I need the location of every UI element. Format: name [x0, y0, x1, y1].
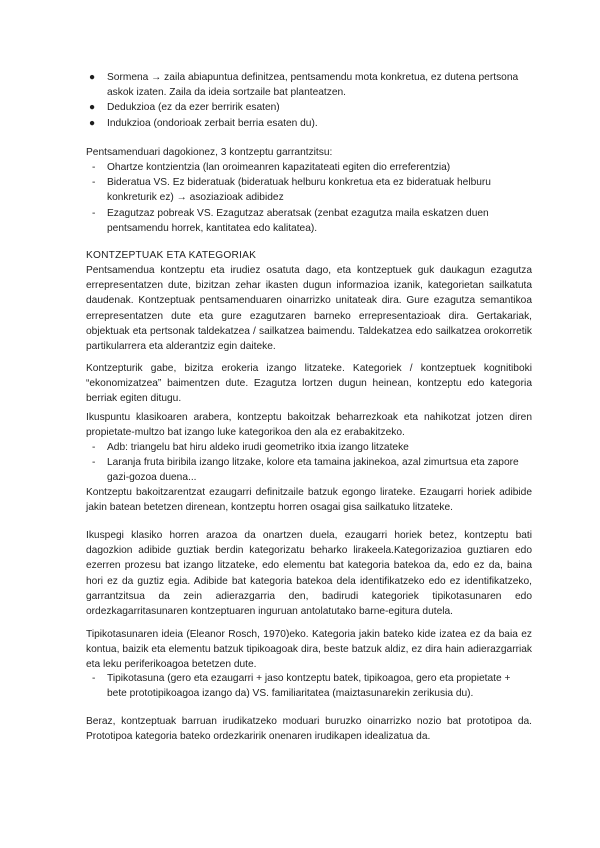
paragraph-typicality: Tipikotasunaren ideia (Eleanor Rosch, 1970)eko. Kategoria jakin bateko kide izatea ez da baia ez kontua, baizik eta elementu batzuk tipikoagoak dira, beste batzuk aldiz, ez dira hain adierazgarriak eta leku periferikoagoa betetzen dute. — [86, 629, 532, 671]
dash-icon: - — [92, 207, 96, 219]
paragraph-economize: Kontzepturik gabe, bizitza erokeria izango litzateke. Kategoriek / kontzeptuek kognitiboki “ekonomizatzea” baimentzen dute. Ezagutza lortzen dugun heinean, kontzeptu edo kategoria berriak egiten ditugu. — [86, 363, 532, 405]
paragraph-defining-features: Kontzeptu bakoitzarentzat ezaugarri definitzaile batzuk egongo lirateke. Ezaugarri horiek adibide jakin batean betetzen direnean, kontzeptu horren osagai gisa sailkatuko litzateke. — [86, 487, 532, 514]
bullet-list-thinking-types — [86, 70, 532, 131]
bullet-icon: ● — [89, 72, 96, 83]
section-heading: KONTZEPTUAK ETA KATEGORIAK — [86, 250, 257, 261]
list-item: - Laranja fruta biribila izango litzake, kolore eta tamaina jakinekoa, azal zimurtsua eta zapore gazi-gozoa duena... — [92, 457, 519, 484]
list-item: ● Indukzioa (ondorioak zerbait berria esaten du). — [86, 116, 532, 131]
dash-list-typicality — [86, 671, 532, 701]
bullet-icon: ● — [89, 102, 96, 114]
dash-icon: - — [92, 177, 96, 189]
list-item: ● Sormena → zaila abiapuntua definitzea, pentsamendu mota konkretua, ez dutena pertsona askok izaten. Zaila da ideia sortzaile bat planteatzen. — [89, 72, 519, 99]
intro-paragraph: Pentsamenduari dagokionez, 3 kontzeptu garrantzitsu: — [86, 147, 333, 158]
list-item: ● Dedukzioa (ez da ezer berririk esaten) — [86, 100, 532, 115]
list-item: - Tipikotasuna (gero eta ezaugarri + jaso kontzeptu batek, tipikoagoa, gero eta propietate + bete prototipikoagoa izango da) VS. familiaritatea (maiztasunarekin zerikusia du). — [92, 673, 511, 700]
list-item: - Adb: triangelu bat hiru aldeko irudi geometriko itxia izango litzateke — [86, 440, 532, 455]
dash-icon: - — [92, 457, 96, 469]
dash-list-examples — [86, 440, 532, 486]
paragraph-prototype: Beraz, kontzeptuak barruan irudikatzeko moduari buruzko oinarrizko nozio bat prototipoa da. Prototipoa kategoria bateko ordezkaririk onenaren irudikapen idealizatua da. — [86, 716, 532, 743]
dash-list-concepts — [86, 160, 532, 236]
dash-icon: - — [92, 162, 96, 173]
paragraph-classical-problem: Ikuspegi klasiko horren arazoa da onartzen duela, ezaugarri horiek betez, kontzeptu bati dagozkion adibide guztiak berdin kategorizatu beharko lirakeela.Kategorizazioa guztiaren edo ezerren prozesu bat izango litzateke, edo elementu bat kategoria batekoa da, edo ez da, baina hori ez da guztiz egia. Adibide bat kategoria batekoa dela identifikatzeko edo ez identifikatzeko, garrantzitsua da zein adierazgarria den, badirudi kategoriek tipikotasunaren edo ordezkagarritasunaren kontzeptuaren inguruan antolatutako barne-egitura dutela. — [86, 530, 532, 618]
dash-icon: - — [92, 442, 96, 453]
paragraph-classical-view: Ikuspuntu klasikoaren arabera, kontzeptu bakoitzak beharrezkoak eta nahikotzat jotzen diren propietate-multzo bat izango luke kategorikoa den ala ez erabakitzeko. — [86, 412, 532, 439]
dash-icon: - — [92, 673, 96, 684]
list-item: - Ezagutzaz pobreak VS. Ezagutzaz aberatsak (zenbat ezagutza maila eskatzen duen pentsamendu horrek, kantitatea edo kalitatea). — [92, 207, 489, 234]
list-item: - Ohartze kontzientzia (lan oroimeanren kapazitateati egiten dio erreferentzia) — [86, 160, 532, 175]
list-item: - Bideratua VS. Ez bideratuak (bideratuak helburu konkretua eta ez bideratuak helburu konkreturik ez) → asoziazioak adibidez — [92, 177, 491, 204]
paragraph-concepts: Pentsamendua kontzeptu eta irudiez osatuta dago, eta kontzeptuek guk daukagun ezagutza errepresentatzen dute, bizitzan zehar ikasten dugun informazioa izanik, kategorietan sailkatuta daudenak. Kontzeptuak pentsamenduaren oinarrizko unitateak dira. Gure ezagutza semantikoa errepresentatzen dute eta gure ezagutzaren barneko errepresentazioak dira. Gertakariak, objektuak eta pertsonak taldekatzea / sailkatzea baimendu. Taldekatzea edo sailkatzea orokorretik partikularrera eta alderantziz egin daiteke. — [86, 265, 532, 353]
bullet-icon: ● — [89, 117, 96, 129]
